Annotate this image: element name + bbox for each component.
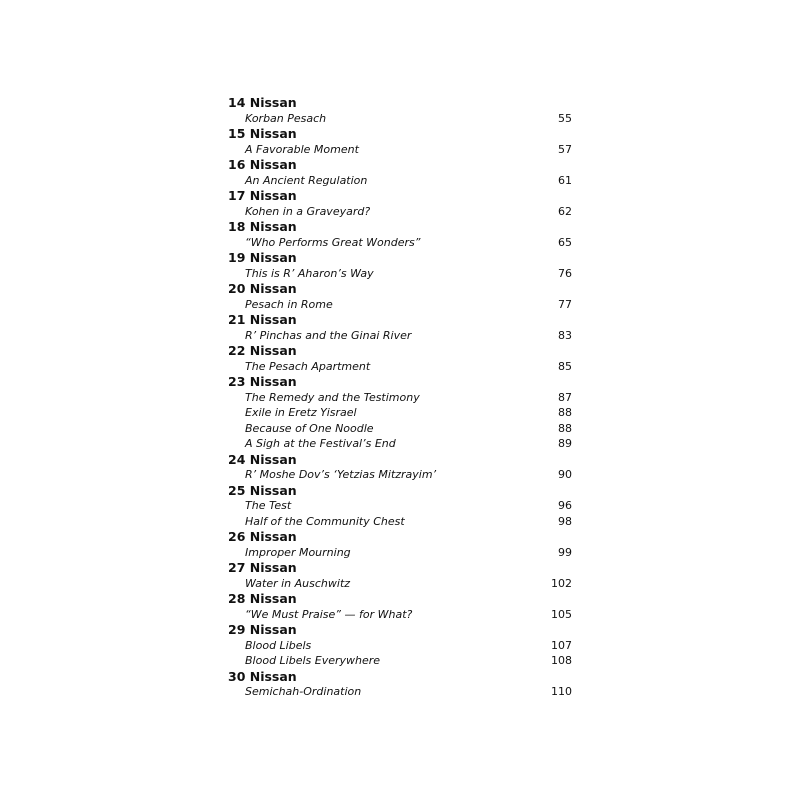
toc-date-heading: 19 Nissan xyxy=(228,250,297,265)
toc-entry-title: “We Must Praise” — for What? xyxy=(245,607,413,621)
toc-entry-title: Blood Libels xyxy=(245,638,312,652)
toc-section xyxy=(228,188,572,219)
toc-entry xyxy=(228,684,572,700)
toc-entry-title: An Ancient Regulation xyxy=(245,173,368,187)
toc-date-heading: 25 Nissan xyxy=(228,482,297,498)
toc-section xyxy=(228,374,572,452)
toc-entry-page-number: 77 xyxy=(558,297,572,311)
toc-date-heading: 22 Nissan xyxy=(228,343,297,358)
toc-section xyxy=(228,126,572,157)
toc-entry xyxy=(228,328,572,344)
toc-entry xyxy=(228,111,572,127)
toc-section xyxy=(228,219,572,250)
toc-section xyxy=(228,452,572,483)
toc-entry-title: Improper Mourning xyxy=(245,545,351,559)
toc-entry-page-number: 102 xyxy=(551,576,572,590)
toc-entry-title: Exile in Eretz Yisrael xyxy=(245,406,357,419)
toc-date-heading: 23 Nissan xyxy=(228,374,297,389)
toc-entry-title: “Who Performs Great Wonders” xyxy=(245,235,421,249)
toc-entry-title: R’ Pinchas and the Ginai River xyxy=(245,328,412,342)
toc-section xyxy=(228,95,572,126)
toc-entry-page-number: 107 xyxy=(551,638,572,652)
toc-entry-page-number: 65 xyxy=(558,235,572,249)
toc-section xyxy=(228,529,572,560)
toc-entry xyxy=(228,266,572,282)
toc-entry-title: Semichah-Ordination xyxy=(245,685,362,698)
toc-date-heading: 29 Nissan xyxy=(228,622,297,637)
toc-entry xyxy=(228,142,572,158)
toc-section xyxy=(228,591,572,622)
toc-section xyxy=(228,312,572,343)
toc-entry-title: The Remedy and the Testimony xyxy=(245,390,420,404)
toc-date-heading: 16 Nissan xyxy=(228,157,297,172)
toc-entry-page-number: 90 xyxy=(558,468,572,481)
toc-section xyxy=(228,622,572,669)
toc-section xyxy=(228,560,572,591)
toc-date-heading: 17 Nissan xyxy=(228,188,297,203)
toc-entry xyxy=(228,390,572,406)
toc-entry-page-number: 98 xyxy=(558,514,572,528)
toc-entry-page-number: 61 xyxy=(558,173,572,187)
toc-date-heading: 30 Nissan xyxy=(228,668,297,684)
toc-entry-page-number: 89 xyxy=(558,437,572,450)
toc-entry xyxy=(228,514,572,530)
toc-entry xyxy=(228,235,572,251)
toc-entry xyxy=(228,405,572,421)
toc-entry xyxy=(228,576,572,592)
toc-entry xyxy=(228,498,572,514)
toc-entry-title: Because of One Noodle xyxy=(245,421,374,435)
toc-date-heading: 14 Nissan xyxy=(228,95,297,110)
toc-entry-title: Pesach in Rome xyxy=(245,297,333,311)
toc-section xyxy=(228,483,572,530)
toc-entry xyxy=(228,421,572,437)
toc-entry xyxy=(228,638,572,654)
toc-entry xyxy=(228,359,572,375)
toc-entry-page-number: 55 xyxy=(558,111,572,125)
toc-section xyxy=(228,281,572,312)
toc-section xyxy=(228,157,572,188)
toc-entry-title: Blood Libels Everywhere xyxy=(245,654,381,667)
toc-entry xyxy=(228,607,572,623)
toc-date-heading: 28 Nissan xyxy=(228,591,297,606)
toc-entry-page-number: 88 xyxy=(558,421,572,435)
toc-entry-title: Korban Pesach xyxy=(245,111,327,125)
toc-date-heading: 26 Nissan xyxy=(228,529,297,544)
toc-date-heading: 20 Nissan xyxy=(228,281,297,296)
toc-date-heading: 24 Nissan xyxy=(228,451,297,467)
toc-entry-title: The Test xyxy=(245,499,292,512)
toc-entry-title: Kohen in a Graveyard? xyxy=(245,204,371,218)
toc-entry-title: A Favorable Moment xyxy=(245,142,359,156)
toc-entry xyxy=(228,173,572,189)
toc-entry-title: Water in Auschwitz xyxy=(245,576,351,590)
toc-entry xyxy=(228,467,572,483)
toc-entry-title: This is R’ Aharon’s Way xyxy=(245,266,374,280)
toc-entry-page-number: 87 xyxy=(558,390,572,404)
table-of-contents xyxy=(228,95,572,700)
toc-entry-page-number: 108 xyxy=(551,654,572,667)
toc-entry xyxy=(228,436,572,452)
toc-date-heading: 21 Nissan xyxy=(228,312,297,327)
toc-entry-page-number: 62 xyxy=(558,204,572,218)
toc-entry-title: Half of the Community Chest xyxy=(245,514,405,528)
toc-entry-title: A Sigh at the Festival’s End xyxy=(245,437,396,450)
toc-entry-page-number: 85 xyxy=(558,359,572,373)
toc-entry xyxy=(228,297,572,313)
toc-section xyxy=(228,250,572,281)
toc-section xyxy=(228,343,572,374)
toc-entry xyxy=(228,204,572,220)
toc-entry-page-number: 76 xyxy=(558,266,572,280)
toc-date-heading: 27 Nissan xyxy=(228,560,297,575)
toc-section xyxy=(228,669,572,700)
toc-entry-page-number: 105 xyxy=(551,607,572,621)
toc-entry-page-number: 96 xyxy=(558,499,572,512)
toc-entry xyxy=(228,545,572,561)
toc-entry-page-number: 110 xyxy=(551,685,572,698)
toc-entry-title: The Pesach Apartment xyxy=(245,359,371,373)
toc-entry-page-number: 57 xyxy=(558,142,572,156)
toc-entry-title: R’ Moshe Dov’s ‘Yetzias Mitzrayim’ xyxy=(245,468,437,481)
toc-entry-page-number: 83 xyxy=(558,328,572,342)
toc-entry-page-number: 99 xyxy=(558,545,572,559)
toc-entry xyxy=(228,653,572,669)
toc-date-heading: 15 Nissan xyxy=(228,126,297,141)
toc-entry-page-number: 88 xyxy=(558,406,572,419)
toc-date-heading: 18 Nissan xyxy=(228,219,297,234)
